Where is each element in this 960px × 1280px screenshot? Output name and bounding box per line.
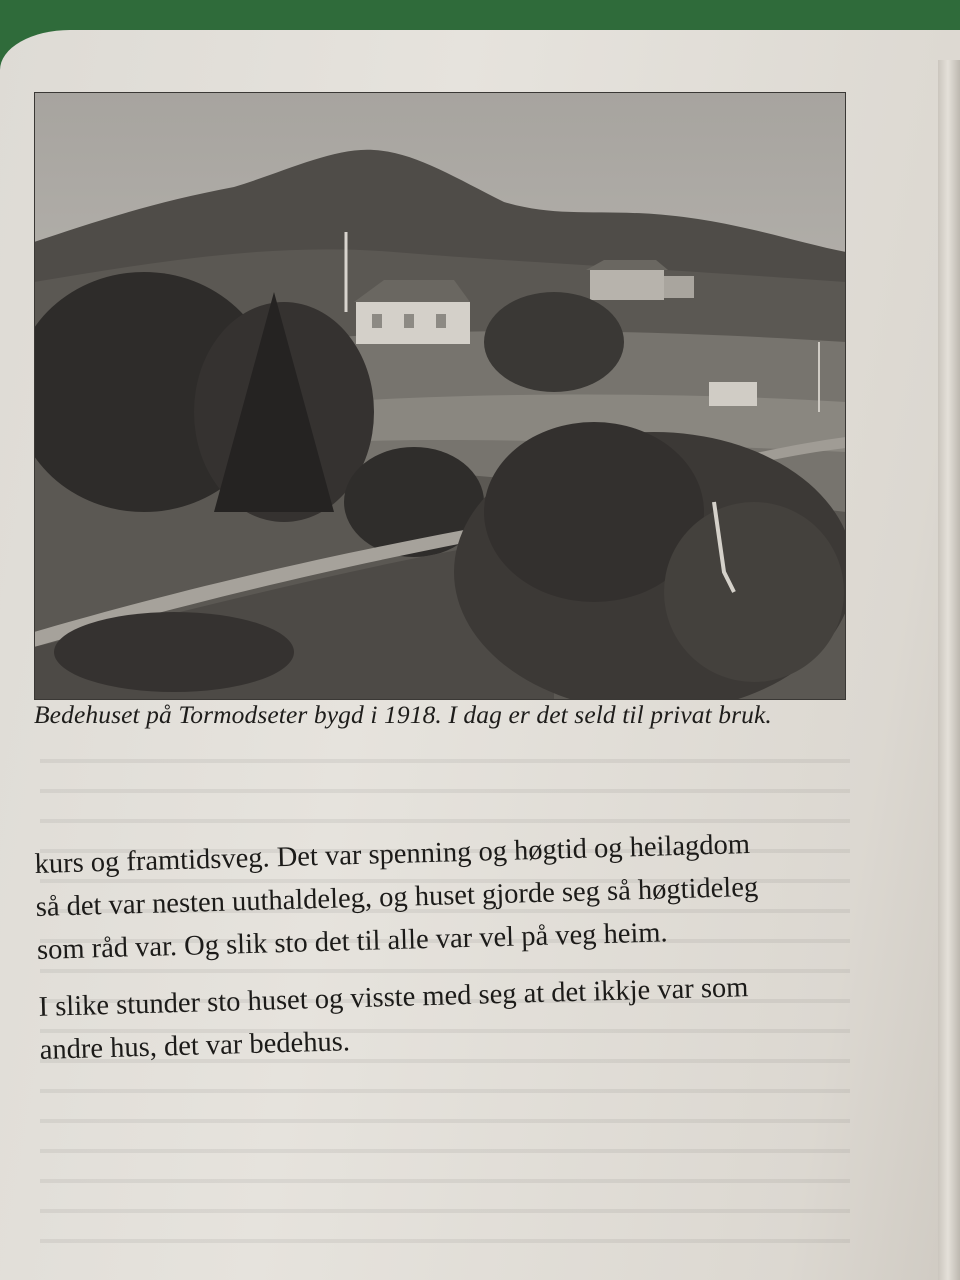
landscape-photo-icon	[34, 92, 846, 700]
text-line: som råd var. Og slik sto det til alle var vel på veg heim.	[36, 917, 669, 966]
body-text	[34, 820, 870, 1072]
house-shape	[354, 280, 470, 344]
text-line: så det var nesten uuthaldeleg, og huset gjorde seg så høgtideleg	[35, 871, 759, 923]
figure-caption: Bedehuset på Tormodseter bygd i 1918. I dag er det seld til privat bruk.	[34, 700, 772, 729]
text-line: kurs og framtidsveg. Det var spenning og høgtid og heilagdom	[34, 829, 751, 880]
text-line: I slike stunder sto huset og visste med seg at det ikkje var som	[38, 972, 749, 1023]
page-edge	[938, 60, 960, 1280]
text-line: andre hus, det var bedehus.	[39, 1026, 351, 1066]
